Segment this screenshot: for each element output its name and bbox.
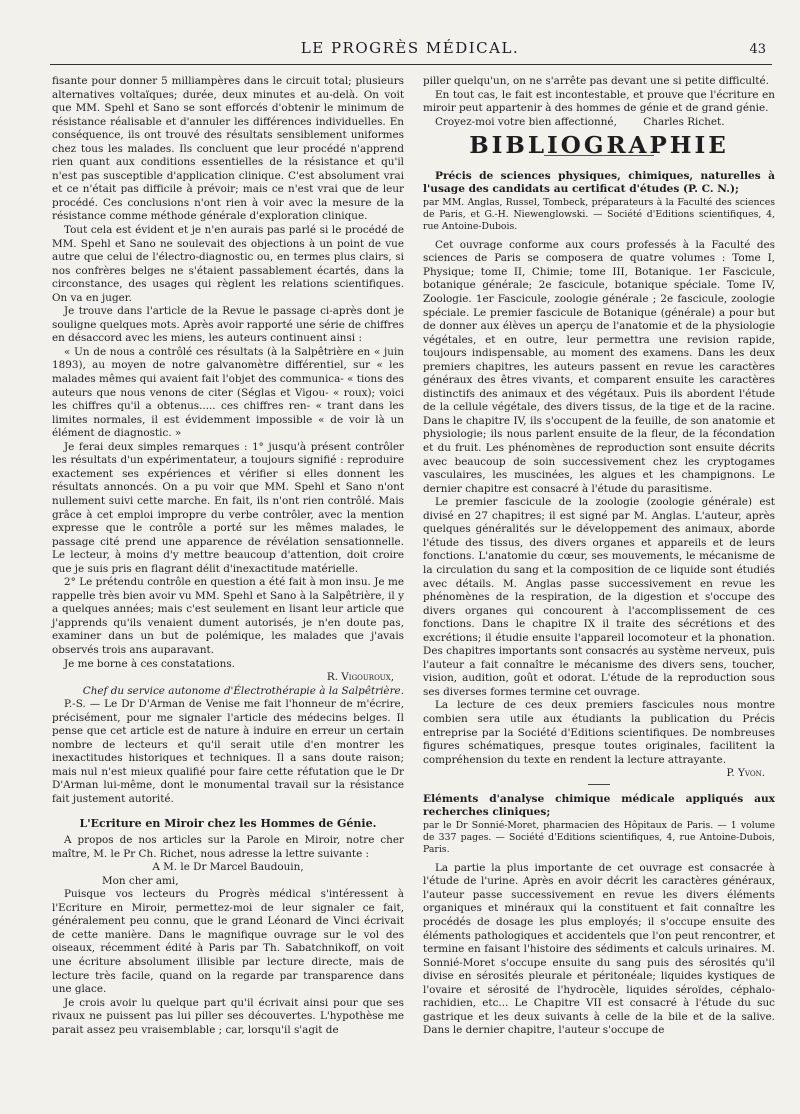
journal-title: LE PROGRÈS MÉDICAL. <box>300 39 520 57</box>
review-meta: par le Dr Sonnié-Moret, pharmacien des Hôpitaux de Paris. — 1 volume de 337 pages. — Société d'Editions scientifiques, 4, rue Antoine-Dubois, Paris. <box>423 819 775 855</box>
paragraph: piller quelqu'un, on ne s'arrête pas devant une si petite difficulté. <box>423 75 769 87</box>
paragraph: Cet ouvrage conforme aux cours professés à la Faculté des sciences de Paris se composera de quatre volumes : Tome I, Physique; tome II, Chimie; tome III, Botanique. 1er Fascicule, botanique générale; 2e fascicule, botanique spéciale. Tome IV, Zoologie. 1er Fascicule, zoologie générale ; 2e fascicule, zoologie spéciale. Le premier fascicule de Botanique (générale) a pour but de donner aux élèves un aperçu de l'anatomie et de la physiologie végétales, et en outre, leur permettra une revision rapide, toujours indispensable, au moment des examens. Dans les deux premiers chapitres, les auteurs passent en revue les caractères généraux des êtres vivants, et comparent ensuite les caractères distinctifs des animaux et des végétaux. Puis ils abordent l'étude de la cellule végétale, des divers tissus, de la tige et de la racine. Dans le chapitre IV, ils s'occupent de la feuille, de son anatomie et physiologie; ils nous parlent ensuite de la fleur, de la fécondation et du fruit. Les phénomènes de reproduction sont ensuite décrits avec beaucoup de soin successivement chez les cryptogames vasculaires, les muscinées, les algues et les champignons. Le dernier chapitre est consacré à l'étude du parasitisme. <box>423 238 775 495</box>
review-title: Précis de sciences physiques, chimiques, naturelles à l'usage des candidats au certificat d'études (P. C. N.); <box>423 169 775 196</box>
postscript: P.-S. — Le Dr D'Arman de Venise me fait l'honneur de m'écrire, précisément, pour me signaler l'article des médecins belges. Il pense que cet article est de nature à induire en erreur un certain nombre de lecteurs et qu'il serait utile d'en montrer les inexactitudes historiques et techniques. Il a sans doute raison; mais nul n'est mieux qualifié pour faire cette réfutation que le Dr D'Arman lui-même, dont le monumental travail sur la résistance fait justement autorité. <box>52 698 404 805</box>
paragraph: Je ferai deux simples remarques : 1° jusqu'à présent contrôler les résultats d'un expérimentateur, a toujours signifié : reproduire exactement ses expériences et vérifier si elles donnent les résultats annoncés. On a pu voir que MM. Spehl et Sano n'ont nullement suivi cette marche. En fait, ils n'ont rien contrôlé. Mais grâce à cet emploi impropre du verbe contrôler, avec la mention expresse que le contrôle a porté sur les mêmes malades, le passage cité prend une apparence de révélation sensationnelle. Le lecteur, à moins d'y mettre beaucoup d'attention, doit croire que je suis pris en flagrant délit d'inexactitude matérielle. <box>52 440 404 575</box>
paragraph: 2° Le prétendu contrôle en question a été fait à mon insu. Je me rappelle très bien avoir vu MM. Spehl et Sano à la Salpêtrière, il y a quelques années; mais c'est seulement en lisant leur article que j'apprends qu'ils venaient dument autorisés, je n'en doute pas, examiner dans un but de polémique, les malades que j'avais observés trois ans auparavant. <box>52 576 404 656</box>
paragraph: La lecture de ces deux premiers fascicules nous montre combien sera utile aux étudiants la publication du Précis entreprise par la Société d'Editions scientifiques. De nombreuses figures schématiques, presque toutes originales, facilitent la compréhension du texte en rendent la lecture attrayante. <box>423 699 775 766</box>
letter-address: A M. le Dr Marcel Baudouin, <box>152 861 304 874</box>
paragraph: Je me borne à ces constatations. <box>64 657 235 670</box>
paragraph: La partie la plus importante de cet ouvrage est consacrée à l'étude de l'urine. Après en avoir décrit les caractères généraux, l'auteur passe successivement en revue les divers éléments organiques et minéraux qui la constituent et fait connaître les procédés de dosage les plus employés; il s'occupe ensuite des éléments pathologiques et accidentels que l'on peut rencontrer, et termine en faisant l'histoire des sédiments et calculs urinaires. M. Sonnié-Moret s'occupe ensuite du sang puis des sérosités qu'il divise en sérosités pleurale et péritonéale; liquides kystiques de l'ovaire et sérosité de l'hydrocèle, liquides séroïdes, céphalo-rachidien, etc... Le Chapitre VII est consacré à l'étude du suc gastrique et les deux suivants à celle de la bile et de la salive. Dans le dernier chapitre, l'auteur s'occupe de <box>423 861 775 1037</box>
paragraph: Je crois avoir lu quelque part qu'il écrivait ainsi pour que ses rivaux ne puissent pas lui piller ses découvertes. L'hypothèse me parait assez peu vraisemblable ; car, lorsqu'il s'agit de <box>52 996 404 1036</box>
letter-salutation: Mon cher ami, <box>102 874 179 887</box>
paragraph: En tout cas, le fait est incontestable, et prouve que l'écriture en miroir peut appartenir à des hommes de génie et de grand génie. <box>423 88 775 115</box>
signature-title: Chef du service autonome d'Électrothérapie à la Salpêtrière. <box>82 684 404 697</box>
separator <box>588 784 610 785</box>
quotation: « Un de nous a contrôlé ces résultats (à la Salpêtrière en « juin 1893), au moyen de notre galvanomètre différentiel, sur « les malades mêmes qui avaient fait l'objet des communica- « tions des auteurs que nous venons de citer (Séglas et Vigou- « roux); voici les chiffres qu'il a obtenus..... ces chiffres ren- « trant dans les limites normales, il est évidemment impossible « de voir là un élément de diagnostic. » <box>52 345 404 440</box>
left-column <box>52 75 404 1037</box>
bibliography-heading: BIBLIOGRAPHIE <box>469 132 729 160</box>
section-heading: L'Ecriture en Miroir chez les Hommes de Génie. <box>79 816 377 830</box>
paragraph: Tout cela est évident et je n'en aurais pas parlé si le procédé de MM. Spehl et Sano ne soulevait des objections à un point de vue autre que celui de l'électro-diagnostic ou, en termes plus clairs, si nos confrères belges ne s'étaient passablement écartés, dans la circonstance, des usages qui règlent les relations scientifiques. On va en juger. <box>52 224 404 304</box>
review-signature: P. Yvon. <box>726 767 765 780</box>
page-number: 43 <box>749 42 766 57</box>
review-meta: par MM. Anglas, Russel, Tombeck, préparateurs à la Faculté des sciences de Paris, et G.-H. Niewenglowski. — Société d'Editions scientifiques, 4, rue Antoine-Dubois. <box>423 196 775 232</box>
header-rule <box>50 64 772 65</box>
paragraph: Le premier fascicule de la zoologie (zoologie générale) est divisé en 27 chapitres; il est signé par M. Anglas. L'auteur, après quelques généralités sur le développement des animaux, aborde l'étude des tissus, des divers organes et appareils et de leurs fonctions. L'anatomie du cœur, ses mouvements, le mécanisme de la circulation du sang et la composition de ce liquide sont étudiés avec détails. M. Anglas passe successivement en revue les phénomènes de la respiration, de la digestion et s'occupe des divers organes qui concourent à l'accomplissement de ces fonctions. Dans le chapitre IX il traite des sécrétions et des excrétions; il étudie ensuite l'appareil locomoteur et la phonation. Des chapitres importants sont consacrés au système nerveux, puis l'auteur a fait connaître le mécanisme des divers sens, toucher, vision, audition, goût et odorat. L'étude de la reproduction sous ses diverses formes termine cet ouvrage. <box>423 496 775 698</box>
letter-closing: Croyez-moi votre bien affectionné, Charles Richet. <box>435 115 725 128</box>
paragraph: Puisque vos lecteurs du Progrès médical s'intéressent à l'Ecriture en Miroir, permettez-moi de leur signaler ce fait, généralement peu connu, que le grand Léonard de Vinci écrivait de cette manière. Dans le magnifique ouvrage sur le vol des oiseaux, récemment édité à Paris par Th. Sabatchnikoff, on voit une écriture absolument illisible par lecture directe, mais de lecture très facile, quand on la regarde par transparence dans une glace. <box>52 888 404 996</box>
paragraph: A propos de nos articles sur la Parole en Miroir, notre cher maître, M. le Pr Ch. Richet, nous adresse la lettre suivante : <box>52 834 404 860</box>
signature-name: R. Vigouroux, <box>326 671 394 684</box>
right-column <box>423 75 775 1038</box>
page-header <box>50 39 770 60</box>
review-title: Eléments d'analyse chimique médicale appliqués aux recherches cliniques; <box>423 792 775 819</box>
paragraph: fisante pour donner 5 milliampères dans le circuit total; plusieurs alternatives voltaïques; durée, deux minutes et au-delà. On voit que MM. Spehl et Sano se sont efforcés d'obtenir le minimum de résistance réalisable et d'annuler les différences individuelles. En conséquence, ils ont trouvé des résultats sensiblement uniformes chez tous les malades. Ils concluent que leur procédé n'apprend rien quant aux conditions essentielles de la résistance et qu'il n'est pas susceptible d'application clinique. C'est absolument vrai et ce n'était pas difficile à prévoir; mais ce n'est vrai que de leur procédé. Ces conclusions n'ont rien à voir avec la mesure de la résistance comme méthode générale d'exploration clinique. <box>52 75 404 223</box>
paragraph: Je trouve dans l'article de la Revue le passage ci-après dont je souligne quelques mots. Après avoir rapporté une série de chiffres en désaccord avec les miens, les auteurs continuent ainsi : <box>52 305 404 345</box>
